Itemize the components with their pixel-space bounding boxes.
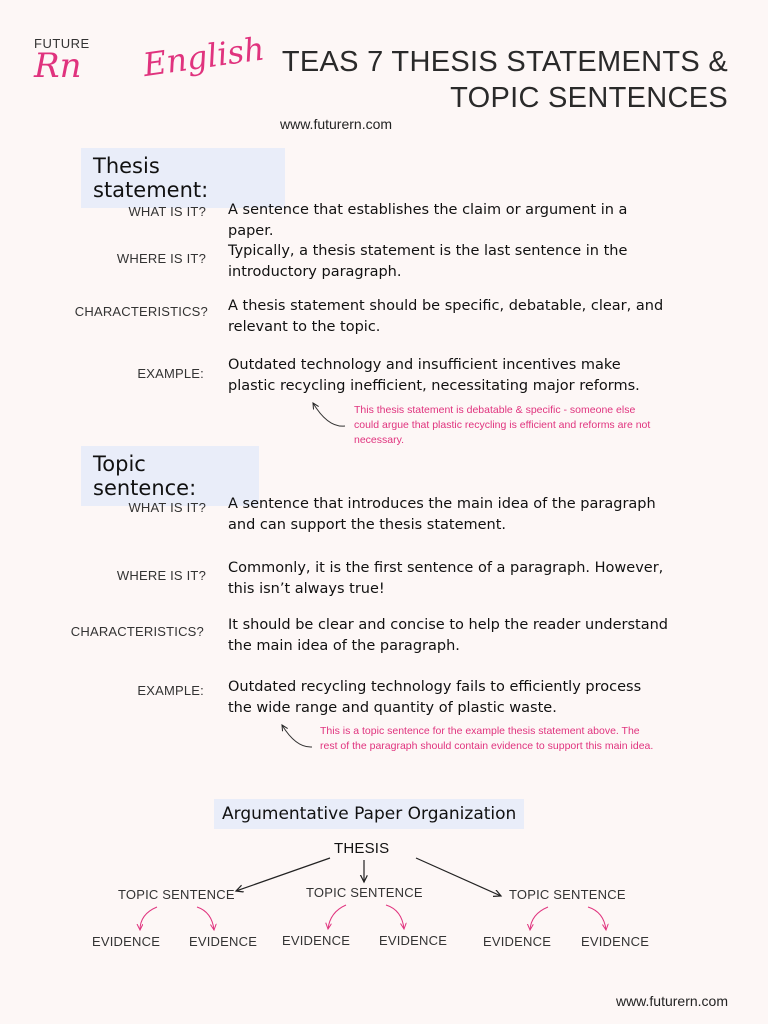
arrow-topic2-evidence-b (386, 905, 404, 929)
diagram-evidence-2b: EVIDENCE (379, 933, 448, 948)
topic-heading: Topic sentence: (81, 446, 259, 506)
arrow-thesis-topic-1 (236, 858, 330, 891)
thesis-where-text: Typically, a thesis statement is the last sentence in the introductory paragraph. (228, 243, 628, 280)
arrow-topic3-evidence-b (588, 907, 606, 930)
thesis-example-text: Outdated technology and insufficient incentives make plastic recycling inefficient, necessitating major reforms. (228, 357, 640, 394)
website-link-top[interactable]: www.futurern.com (280, 116, 393, 132)
diagram-topic-sentence-3: TOPIC SENTENCE (509, 887, 626, 902)
topic-example-label: EXAMPLE: (137, 683, 204, 698)
topic-characteristics-text: It should be clear and concise to help the reader understand the main idea of the paragraph. (228, 617, 668, 654)
topic-note-arrow (282, 725, 312, 747)
arrow-topic1-evidence-a (140, 907, 157, 930)
diagram-evidence-3a: EVIDENCE (483, 934, 552, 949)
diagram-evidence-1b: EVIDENCE (189, 934, 258, 949)
logo-future-text: FUTURE (34, 36, 90, 51)
thesis-heading: Thesis statement: (81, 148, 285, 208)
thesis-characteristics-label: CHARACTERISTICS? (74, 304, 208, 319)
page-title-line-1: TEAS 7 THESIS STATEMENTS & (281, 46, 728, 78)
website-link-bottom[interactable]: www.futurern.com (615, 993, 728, 1009)
page-title-line-2: TOPIC SENTENCES (450, 82, 728, 114)
diagram-topic-sentence-1: TOPIC SENTENCE (118, 887, 235, 902)
thesis-where-label: WHERE IS IT? (116, 251, 206, 266)
logo-rn-script: Rn (34, 46, 82, 86)
arrow-topic1-evidence-b (197, 907, 214, 930)
arrow-thesis-topic-3 (416, 858, 501, 896)
thesis-what-text: A sentence that establishes the claim or argument in a paper. (228, 202, 628, 239)
thesis-note-arrow (313, 403, 345, 426)
topic-example-text: Outdated recycling technology fails to efficiently process the wide range and quantity of plastic waste. (228, 679, 642, 716)
topic-where-text: Commonly, it is the first sentence of a paragraph. However, this isn’t always true! (228, 560, 664, 597)
thesis-example-label: EXAMPLE: (137, 366, 204, 381)
diagram-heading: Argumentative Paper Organization (214, 799, 524, 829)
topic-example-note: This is a topic sentence for the example thesis statement above. The rest of the paragraph should contain evidence to support this main idea. (320, 725, 654, 752)
topic-where-label: WHERE IS IT? (116, 568, 206, 583)
diagram-evidence-2a: EVIDENCE (282, 933, 351, 948)
topic-what-label: WHAT IS IT? (128, 500, 206, 515)
logo-english-script: English (140, 29, 267, 85)
thesis-what-label: WHAT IS IT? (128, 204, 206, 219)
diagram-evidence-3b: EVIDENCE (581, 934, 650, 949)
arrow-topic3-evidence-a (530, 907, 548, 930)
diagram-topic-sentence-2: TOPIC SENTENCE (306, 885, 423, 900)
diagram-evidence-1a: EVIDENCE (92, 934, 161, 949)
thesis-characteristics-text: A thesis statement should be specific, debatable, clear, and relevant to the topic. (228, 298, 664, 335)
thesis-example-note: This thesis statement is debatable & specific - someone else could argue that plastic recycling is efficient and reforms are not necessary. (354, 404, 651, 446)
diagram-thesis-node: THESIS (334, 840, 390, 857)
arrow-topic2-evidence-a (328, 905, 346, 929)
topic-what-text: A sentence that introduces the main idea of the paragraph and can support the thesis statement. (228, 496, 656, 533)
topic-characteristics-label: CHARACTERISTICS? (70, 624, 204, 639)
